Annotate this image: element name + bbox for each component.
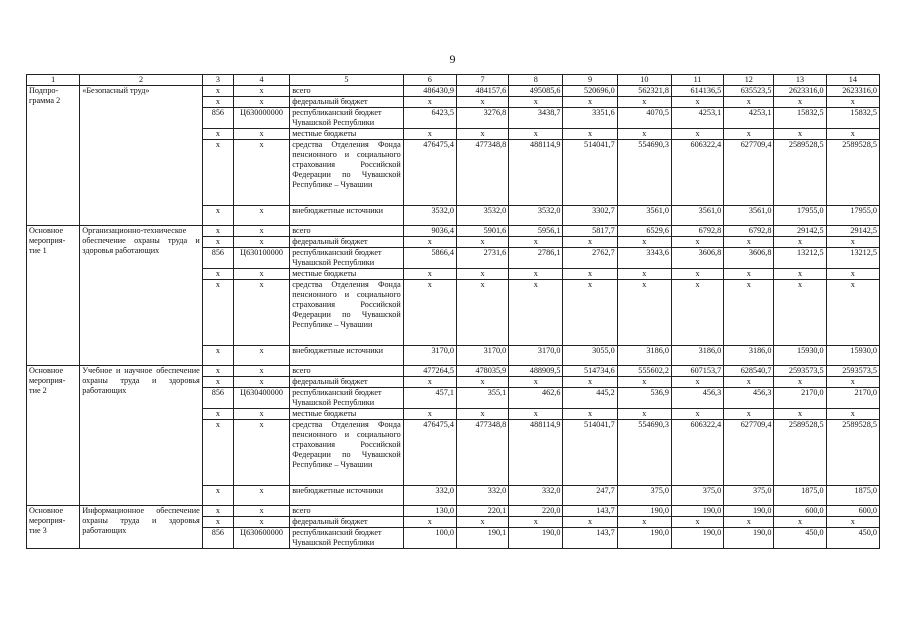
amount-cell: 355,1 bbox=[456, 388, 508, 409]
funding-source: республиканский бюджет Чувашской Республики bbox=[290, 108, 404, 129]
amount-cell: 3186,0 bbox=[724, 346, 774, 366]
amount-cell: х bbox=[774, 237, 826, 248]
amount-cell: х bbox=[563, 517, 617, 528]
amount-cell: х bbox=[456, 517, 508, 528]
amount-cell: 450,0 bbox=[826, 528, 879, 549]
target-code: Ц630600000 bbox=[233, 528, 289, 549]
admin-code: х bbox=[202, 346, 233, 366]
amount-cell: х bbox=[563, 269, 617, 280]
target-code: х bbox=[233, 506, 289, 517]
target-code: х bbox=[233, 517, 289, 528]
funding-source: внебюджетные источники bbox=[290, 206, 404, 226]
amount-cell: х bbox=[456, 237, 508, 248]
admin-code: х bbox=[202, 86, 233, 97]
amount-cell: х bbox=[671, 517, 723, 528]
amount-cell: х bbox=[403, 237, 456, 248]
amount-cell: 520696,0 bbox=[563, 86, 617, 97]
funding-source: республиканский бюджет Чувашской Республики bbox=[290, 248, 404, 269]
amount-cell: 100,0 bbox=[403, 528, 456, 549]
funding-source: местные бюджеты bbox=[290, 129, 404, 140]
amount-cell: х bbox=[509, 280, 563, 346]
amount-cell: х bbox=[774, 269, 826, 280]
amount-cell: 476475,4 bbox=[403, 420, 456, 486]
amount-cell: х bbox=[617, 129, 671, 140]
target-code: х bbox=[233, 140, 289, 206]
amount-cell: 190,0 bbox=[617, 506, 671, 517]
target-code: Ц630100000 bbox=[233, 248, 289, 269]
amount-cell: 2593573,5 bbox=[774, 366, 826, 377]
amount-cell: х bbox=[724, 517, 774, 528]
amount-cell: х bbox=[671, 409, 723, 420]
amount-cell: 332,0 bbox=[509, 486, 563, 506]
target-code: х bbox=[233, 86, 289, 97]
amount-cell: 635523,5 bbox=[724, 86, 774, 97]
amount-cell: 3170,0 bbox=[456, 346, 508, 366]
amount-cell: х bbox=[617, 237, 671, 248]
admin-code: х bbox=[202, 366, 233, 377]
amount-cell: х bbox=[774, 97, 826, 108]
program-title: Основное мероприя- тие 3 bbox=[27, 506, 80, 549]
amount-cell: х bbox=[826, 377, 879, 388]
funding-source: всего bbox=[290, 226, 404, 237]
amount-cell: х bbox=[724, 129, 774, 140]
amount-cell: х bbox=[617, 409, 671, 420]
amount-cell: х bbox=[563, 280, 617, 346]
admin-code: х bbox=[202, 409, 233, 420]
page-number: 9 bbox=[449, 52, 456, 66]
admin-code: х bbox=[202, 420, 233, 486]
column-number: 6 bbox=[403, 75, 456, 86]
column-number: 5 bbox=[290, 75, 404, 86]
amount-cell: х bbox=[563, 237, 617, 248]
amount-cell: 2589528,5 bbox=[826, 140, 879, 206]
amount-cell: 15930,0 bbox=[826, 346, 879, 366]
amount-cell: х bbox=[724, 97, 774, 108]
target-code: х bbox=[233, 97, 289, 108]
amount-cell: 536,9 bbox=[617, 388, 671, 409]
amount-cell: х bbox=[563, 129, 617, 140]
funding-source: средства Отделения Фонда пенсионного и социального страхования Российской Федерации по Чувашской Республике – Чувашии bbox=[290, 280, 404, 346]
table-row bbox=[27, 226, 880, 237]
target-code: Ц630000000 bbox=[233, 108, 289, 129]
amount-cell: х bbox=[563, 409, 617, 420]
amount-cell: 247,7 bbox=[563, 486, 617, 506]
column-number: 7 bbox=[456, 75, 508, 86]
amount-cell: 3532,0 bbox=[403, 206, 456, 226]
amount-cell: 6792,8 bbox=[671, 226, 723, 237]
admin-code: 856 bbox=[202, 108, 233, 129]
amount-cell: 562321,8 bbox=[617, 86, 671, 97]
amount-cell: х bbox=[826, 409, 879, 420]
amount-cell: 476475,4 bbox=[403, 140, 456, 206]
amount-cell: х bbox=[563, 377, 617, 388]
amount-cell: 514041,7 bbox=[563, 140, 617, 206]
column-number: 1 bbox=[27, 75, 80, 86]
target-code: х bbox=[233, 226, 289, 237]
amount-cell: 220,1 bbox=[456, 506, 508, 517]
target-code: х bbox=[233, 420, 289, 486]
amount-cell: 190,0 bbox=[724, 528, 774, 549]
amount-cell: х bbox=[774, 129, 826, 140]
amount-cell: х bbox=[724, 280, 774, 346]
amount-cell: х bbox=[671, 97, 723, 108]
amount-cell: 29142,5 bbox=[826, 226, 879, 237]
amount-cell: 457,1 bbox=[403, 388, 456, 409]
program-title: Подпро- грамма 2 bbox=[27, 86, 80, 226]
amount-cell: 5866,4 bbox=[403, 248, 456, 269]
amount-cell: 375,0 bbox=[617, 486, 671, 506]
target-code: Ц630400000 bbox=[233, 388, 289, 409]
amount-cell: 13212,5 bbox=[826, 248, 879, 269]
target-code: х bbox=[233, 280, 289, 346]
amount-cell: 2589528,5 bbox=[774, 420, 826, 486]
admin-code: 856 bbox=[202, 248, 233, 269]
program-title: Основное мероприя- тие 1 bbox=[27, 226, 80, 366]
program-name: Учебное и научное обеспечение охраны труда и здоровья работающих bbox=[80, 366, 203, 506]
amount-cell: 488114,9 bbox=[509, 140, 563, 206]
admin-code: х bbox=[202, 486, 233, 506]
amount-cell: 3606,8 bbox=[724, 248, 774, 269]
target-code: х bbox=[233, 377, 289, 388]
amount-cell: х bbox=[671, 377, 723, 388]
amount-cell: х bbox=[617, 280, 671, 346]
amount-cell: 220,0 bbox=[509, 506, 563, 517]
admin-code: х bbox=[202, 226, 233, 237]
admin-code: х bbox=[202, 517, 233, 528]
amount-cell: 375,0 bbox=[724, 486, 774, 506]
admin-code: 856 bbox=[202, 388, 233, 409]
amount-cell: х bbox=[724, 237, 774, 248]
amount-cell: 5901,6 bbox=[456, 226, 508, 237]
amount-cell: х bbox=[563, 97, 617, 108]
amount-cell: х bbox=[509, 269, 563, 280]
target-code: х bbox=[233, 409, 289, 420]
amount-cell: 495085,6 bbox=[509, 86, 563, 97]
amount-cell: х bbox=[774, 517, 826, 528]
amount-cell: 3055,0 bbox=[563, 346, 617, 366]
table-row bbox=[27, 86, 880, 97]
amount-cell: х bbox=[671, 269, 723, 280]
amount-cell: х bbox=[509, 517, 563, 528]
amount-cell: 2170,0 bbox=[826, 388, 879, 409]
amount-cell: 3186,0 bbox=[617, 346, 671, 366]
amount-cell: 4070,5 bbox=[617, 108, 671, 129]
amount-cell: х bbox=[724, 377, 774, 388]
amount-cell: х bbox=[671, 237, 723, 248]
target-code: х bbox=[233, 206, 289, 226]
amount-cell: х bbox=[617, 97, 671, 108]
funding-source: внебюджетные источники bbox=[290, 346, 404, 366]
amount-cell: х bbox=[826, 97, 879, 108]
amount-cell: х bbox=[774, 377, 826, 388]
admin-code: х bbox=[202, 280, 233, 346]
amount-cell: 5956,1 bbox=[509, 226, 563, 237]
amount-cell: 190,0 bbox=[509, 528, 563, 549]
amount-cell: х bbox=[456, 280, 508, 346]
amount-cell: 143,7 bbox=[563, 506, 617, 517]
amount-cell: х bbox=[403, 377, 456, 388]
amount-cell: х bbox=[456, 377, 508, 388]
amount-cell: 190,1 bbox=[456, 528, 508, 549]
amount-cell: 1875,0 bbox=[826, 486, 879, 506]
target-code: х bbox=[233, 346, 289, 366]
amount-cell: 3186,0 bbox=[671, 346, 723, 366]
funding-source: внебюджетные источники bbox=[290, 486, 404, 506]
admin-code: х bbox=[202, 377, 233, 388]
amount-cell: 627709,4 bbox=[724, 420, 774, 486]
amount-cell: х bbox=[724, 409, 774, 420]
admin-code: х bbox=[202, 206, 233, 226]
amount-cell: х bbox=[403, 517, 456, 528]
amount-cell: 3606,8 bbox=[671, 248, 723, 269]
amount-cell: 3532,0 bbox=[456, 206, 508, 226]
amount-cell: 477264,5 bbox=[403, 366, 456, 377]
amount-cell: 2623316,0 bbox=[774, 86, 826, 97]
amount-cell: х bbox=[617, 269, 671, 280]
amount-cell: 1875,0 bbox=[774, 486, 826, 506]
program-name: «Безопасный труд» bbox=[80, 86, 203, 226]
amount-cell: 2589528,5 bbox=[826, 420, 879, 486]
amount-cell: 2762,7 bbox=[563, 248, 617, 269]
amount-cell: 445,2 bbox=[563, 388, 617, 409]
amount-cell: х bbox=[826, 237, 879, 248]
amount-cell: 462,6 bbox=[509, 388, 563, 409]
amount-cell: 130,0 bbox=[403, 506, 456, 517]
amount-cell: х bbox=[774, 409, 826, 420]
amount-cell: х bbox=[509, 97, 563, 108]
column-number: 11 bbox=[671, 75, 723, 86]
amount-cell: 477348,8 bbox=[456, 420, 508, 486]
column-number: 8 bbox=[509, 75, 563, 86]
amount-cell: 514734,6 bbox=[563, 366, 617, 377]
column-number: 10 bbox=[617, 75, 671, 86]
amount-cell: 3276,8 bbox=[456, 108, 508, 129]
funding-source: всего bbox=[290, 366, 404, 377]
amount-cell: 15832,5 bbox=[826, 108, 879, 129]
program-name: Информационное обеспечение охраны труда и здоровья работающих bbox=[80, 506, 203, 549]
amount-cell: 143,7 bbox=[563, 528, 617, 549]
admin-code: х bbox=[202, 237, 233, 248]
funding-source: всего bbox=[290, 86, 404, 97]
amount-cell: 628540,7 bbox=[724, 366, 774, 377]
amount-cell: 607153,7 bbox=[671, 366, 723, 377]
funding-source: федеральный бюджет bbox=[290, 97, 404, 108]
amount-cell: х bbox=[403, 129, 456, 140]
header-row bbox=[27, 75, 880, 86]
amount-cell: 484157,6 bbox=[456, 86, 508, 97]
amount-cell: 456,3 bbox=[724, 388, 774, 409]
amount-cell: 614136,5 bbox=[671, 86, 723, 97]
amount-cell: х bbox=[509, 129, 563, 140]
admin-code: х bbox=[202, 506, 233, 517]
amount-cell: 3561,0 bbox=[617, 206, 671, 226]
column-number: 3 bbox=[202, 75, 233, 86]
funding-source: всего bbox=[290, 506, 404, 517]
funding-source: федеральный бюджет bbox=[290, 377, 404, 388]
column-number: 12 bbox=[724, 75, 774, 86]
amount-cell: 456,3 bbox=[671, 388, 723, 409]
amount-cell: х bbox=[826, 280, 879, 346]
funding-source: федеральный бюджет bbox=[290, 517, 404, 528]
amount-cell: х bbox=[617, 517, 671, 528]
amount-cell: 190,0 bbox=[671, 506, 723, 517]
amount-cell: 600,0 bbox=[826, 506, 879, 517]
admin-code: 856 bbox=[202, 528, 233, 549]
admin-code: х bbox=[202, 129, 233, 140]
amount-cell: 627709,4 bbox=[724, 140, 774, 206]
amount-cell: 190,0 bbox=[724, 506, 774, 517]
amount-cell: х bbox=[826, 517, 879, 528]
amount-cell: 13212,5 bbox=[774, 248, 826, 269]
amount-cell: 332,0 bbox=[403, 486, 456, 506]
funding-source: республиканский бюджет Чувашской Республики bbox=[290, 528, 404, 549]
column-number: 2 bbox=[80, 75, 203, 86]
amount-cell: 3561,0 bbox=[724, 206, 774, 226]
amount-cell: х bbox=[509, 377, 563, 388]
amount-cell: 3343,6 bbox=[617, 248, 671, 269]
amount-cell: 606322,4 bbox=[671, 420, 723, 486]
admin-code: х bbox=[202, 97, 233, 108]
amount-cell: 2786,1 bbox=[509, 248, 563, 269]
amount-cell: х bbox=[456, 409, 508, 420]
amount-cell: 15832,5 bbox=[774, 108, 826, 129]
target-code: х bbox=[233, 486, 289, 506]
column-number: 13 bbox=[774, 75, 826, 86]
amount-cell: х bbox=[509, 237, 563, 248]
amount-cell: 3561,0 bbox=[671, 206, 723, 226]
amount-cell: х bbox=[403, 269, 456, 280]
amount-cell: 3438,7 bbox=[509, 108, 563, 129]
amount-cell: х bbox=[671, 129, 723, 140]
target-code: х bbox=[233, 366, 289, 377]
amount-cell: х bbox=[456, 129, 508, 140]
amount-cell: 6792,8 bbox=[724, 226, 774, 237]
amount-cell: 9036,4 bbox=[403, 226, 456, 237]
amount-cell: 554690,3 bbox=[617, 140, 671, 206]
amount-cell: 375,0 bbox=[671, 486, 723, 506]
amount-cell: х bbox=[456, 269, 508, 280]
amount-cell: 2623316,0 bbox=[826, 86, 879, 97]
amount-cell: х bbox=[826, 269, 879, 280]
table-row bbox=[27, 366, 880, 377]
admin-code: х bbox=[202, 140, 233, 206]
amount-cell: 555602,2 bbox=[617, 366, 671, 377]
amount-cell: х bbox=[774, 280, 826, 346]
amount-cell: 2731,6 bbox=[456, 248, 508, 269]
admin-code: х bbox=[202, 269, 233, 280]
amount-cell: 5817,7 bbox=[563, 226, 617, 237]
amount-cell: 477348,8 bbox=[456, 140, 508, 206]
amount-cell: х bbox=[403, 97, 456, 108]
column-number: 4 bbox=[233, 75, 289, 86]
amount-cell: 3170,0 bbox=[509, 346, 563, 366]
column-number: 9 bbox=[563, 75, 617, 86]
amount-cell: 190,0 bbox=[617, 528, 671, 549]
amount-cell: 2170,0 bbox=[774, 388, 826, 409]
amount-cell: 4253,1 bbox=[671, 108, 723, 129]
amount-cell: 17955,0 bbox=[774, 206, 826, 226]
target-code: х bbox=[233, 129, 289, 140]
amount-cell: 488114,9 bbox=[509, 420, 563, 486]
amount-cell: 514041,7 bbox=[563, 420, 617, 486]
funding-source: местные бюджеты bbox=[290, 409, 404, 420]
amount-cell: 332,0 bbox=[456, 486, 508, 506]
amount-cell: 6529,6 bbox=[617, 226, 671, 237]
amount-cell: 6423,5 bbox=[403, 108, 456, 129]
amount-cell: 450,0 bbox=[774, 528, 826, 549]
program-title: Основное мероприя- тие 2 bbox=[27, 366, 80, 506]
budget-table bbox=[26, 74, 880, 549]
amount-cell: 488909,5 bbox=[509, 366, 563, 377]
amount-cell: 2593573,5 bbox=[826, 366, 879, 377]
amount-cell: х bbox=[509, 409, 563, 420]
amount-cell: 486430,9 bbox=[403, 86, 456, 97]
funding-source: средства Отделения Фонда пенсионного и социального страхования Российской Федерации по Чувашской Республике – Чувашии bbox=[290, 420, 404, 486]
funding-source: республиканский бюджет Чувашской Республики bbox=[290, 388, 404, 409]
amount-cell: х bbox=[826, 129, 879, 140]
amount-cell: 29142,5 bbox=[774, 226, 826, 237]
funding-source: местные бюджеты bbox=[290, 269, 404, 280]
amount-cell: 3351,6 bbox=[563, 108, 617, 129]
amount-cell: 606322,4 bbox=[671, 140, 723, 206]
amount-cell: 478035,9 bbox=[456, 366, 508, 377]
amount-cell: 554690,3 bbox=[617, 420, 671, 486]
amount-cell: 15930,0 bbox=[774, 346, 826, 366]
column-number: 14 bbox=[826, 75, 879, 86]
amount-cell: 190,0 bbox=[671, 528, 723, 549]
amount-cell: 2589528,5 bbox=[774, 140, 826, 206]
target-code: х bbox=[233, 237, 289, 248]
amount-cell: 4253,1 bbox=[724, 108, 774, 129]
table-row bbox=[27, 506, 880, 517]
target-code: х bbox=[233, 269, 289, 280]
amount-cell: 17955,0 bbox=[826, 206, 879, 226]
amount-cell: х bbox=[617, 377, 671, 388]
amount-cell: х bbox=[456, 97, 508, 108]
amount-cell: х bbox=[724, 269, 774, 280]
amount-cell: 600,0 bbox=[774, 506, 826, 517]
amount-cell: х bbox=[671, 280, 723, 346]
amount-cell: 3170,0 bbox=[403, 346, 456, 366]
amount-cell: х bbox=[403, 409, 456, 420]
amount-cell: 3302,7 bbox=[563, 206, 617, 226]
program-name: Организационно-техническое обеспечение охраны труда и здоровья работающих bbox=[80, 226, 203, 366]
amount-cell: х bbox=[403, 280, 456, 346]
funding-source: средства Отделения Фонда пенсионного и социального страхования Российской Федерации по Чувашской Республике – Чувашии bbox=[290, 140, 404, 206]
amount-cell: 3532,0 bbox=[509, 206, 563, 226]
funding-source: федеральный бюджет bbox=[290, 237, 404, 248]
